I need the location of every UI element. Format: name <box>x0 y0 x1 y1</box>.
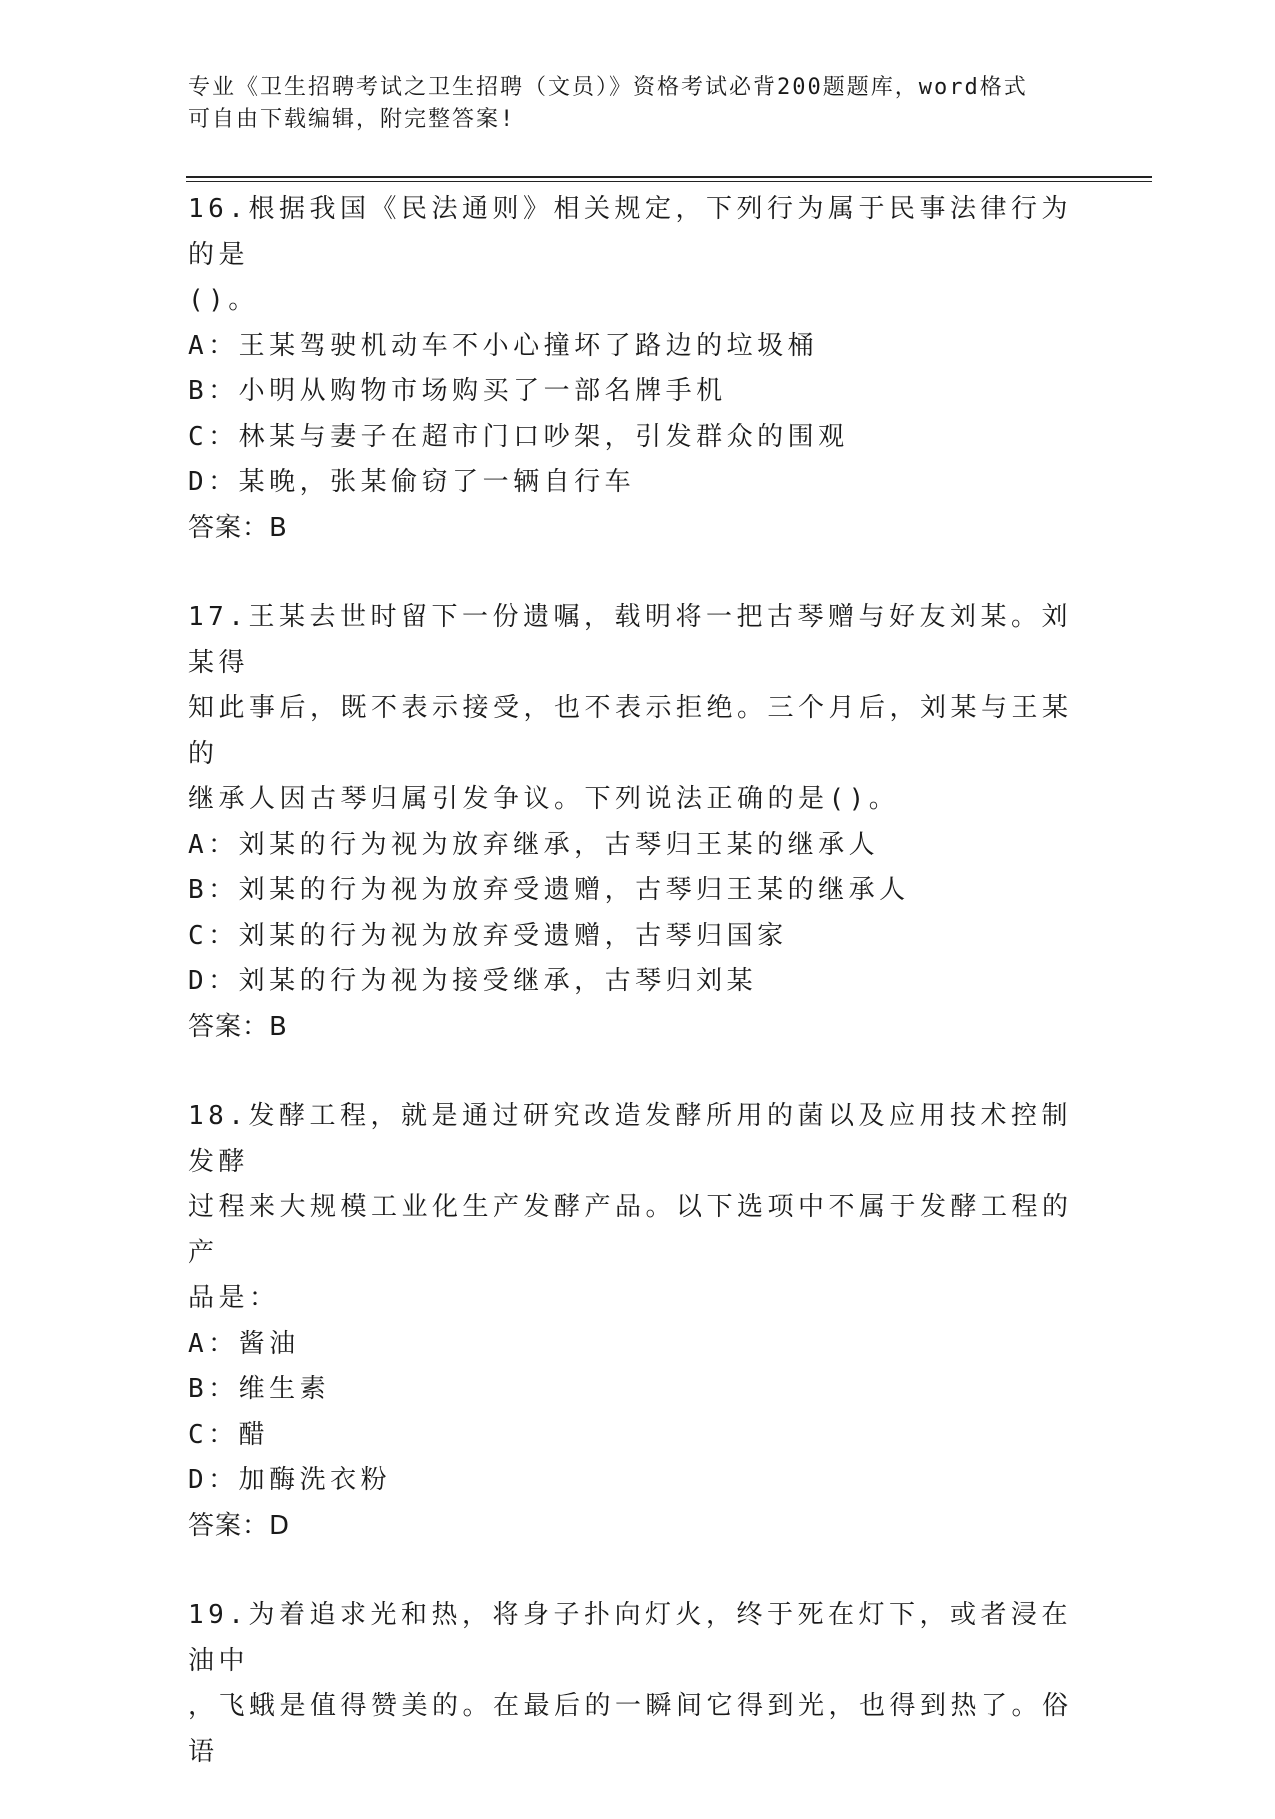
option-b: B：刘某的行为视为放弃受遗赠，古琴归王某的继承人 <box>188 875 910 905</box>
question-stem-line: 过程来大规模工业化生产发酵产品。以下选项中不属于发酵工程的产 <box>188 1192 1073 1268</box>
option-a: A：王某驾驶机动车不小心撞坏了路边的垃圾桶 <box>188 330 819 361</box>
question-stem-line: 17.王某去世时留下一份遗嘱，载明将一把古琴赠与好友刘某。刘某得 <box>188 602 1072 678</box>
option-d: D：某晚，张某偷窃了一辆自行车 <box>188 467 636 497</box>
document-header <box>188 72 1068 136</box>
option-a: A：刘某的行为视为放弃继承，古琴归王某的继承人 <box>188 829 880 860</box>
answer-line: 答案：D <box>188 1510 291 1541</box>
option-c: C：林某与妻子在超市门口吵架，引发群众的围观 <box>188 421 849 452</box>
header-divider-thin <box>186 181 1152 182</box>
question-stem-line: 继承人因古琴归属引发争议。下列说法正确的是()。 <box>188 784 900 814</box>
answer-line: 答案：B <box>188 512 288 543</box>
question-17 <box>188 595 1088 1050</box>
question-stem-line: ()。 <box>188 285 259 315</box>
option-d: D：刘某的行为视为接受继承，古琴归刘某 <box>188 966 758 996</box>
option-b: B：小明从购物市场购买了一部名牌手机 <box>188 376 727 406</box>
question-16 <box>188 187 1088 551</box>
question-stem-line: 16.根据我国《民法通则》相关规定，下列行为属于民事法律行为的是 <box>188 194 1072 270</box>
option-c: C：醋 <box>188 1419 270 1450</box>
header-line-2: 可自由下载编辑，附完整答案! <box>188 107 516 132</box>
question-stem-line: 知此事后，既不表示接受，也不表示拒绝。三个月后，刘某与王某的 <box>188 693 1073 769</box>
question-stem-line: 18.发酵工程，就是通过研究改造发酵所用的菌以及应用技术控制发酵 <box>188 1101 1072 1177</box>
answer-line: 答案：B <box>188 1011 288 1042</box>
question-stem-line: 19.为着追求光和热，将身子扑向灯火，终于死在灯下，或者浸在油中 <box>188 1600 1072 1676</box>
header-divider-thick <box>186 176 1152 178</box>
option-a: A：酱油 <box>188 1328 300 1359</box>
option-d: D：加酶洗衣粉 <box>188 1465 392 1495</box>
header-line-1: 专业《卫生招聘考试之卫生招聘（文员）》资格考试必背200题题库，word格式 <box>188 75 1028 100</box>
question-list <box>188 187 1088 1819</box>
question-stem-line: 品是： <box>188 1283 280 1313</box>
question-18 <box>188 1094 1088 1549</box>
question-19 <box>188 1593 1088 1775</box>
question-stem-line: ，飞蛾是值得赞美的。在最后的一瞬间它得到光，也得到热了。俗语 <box>188 1691 1073 1767</box>
option-b: B：维生素 <box>188 1374 331 1404</box>
option-c: C：刘某的行为视为放弃受遗赠，古琴归国家 <box>188 920 788 951</box>
